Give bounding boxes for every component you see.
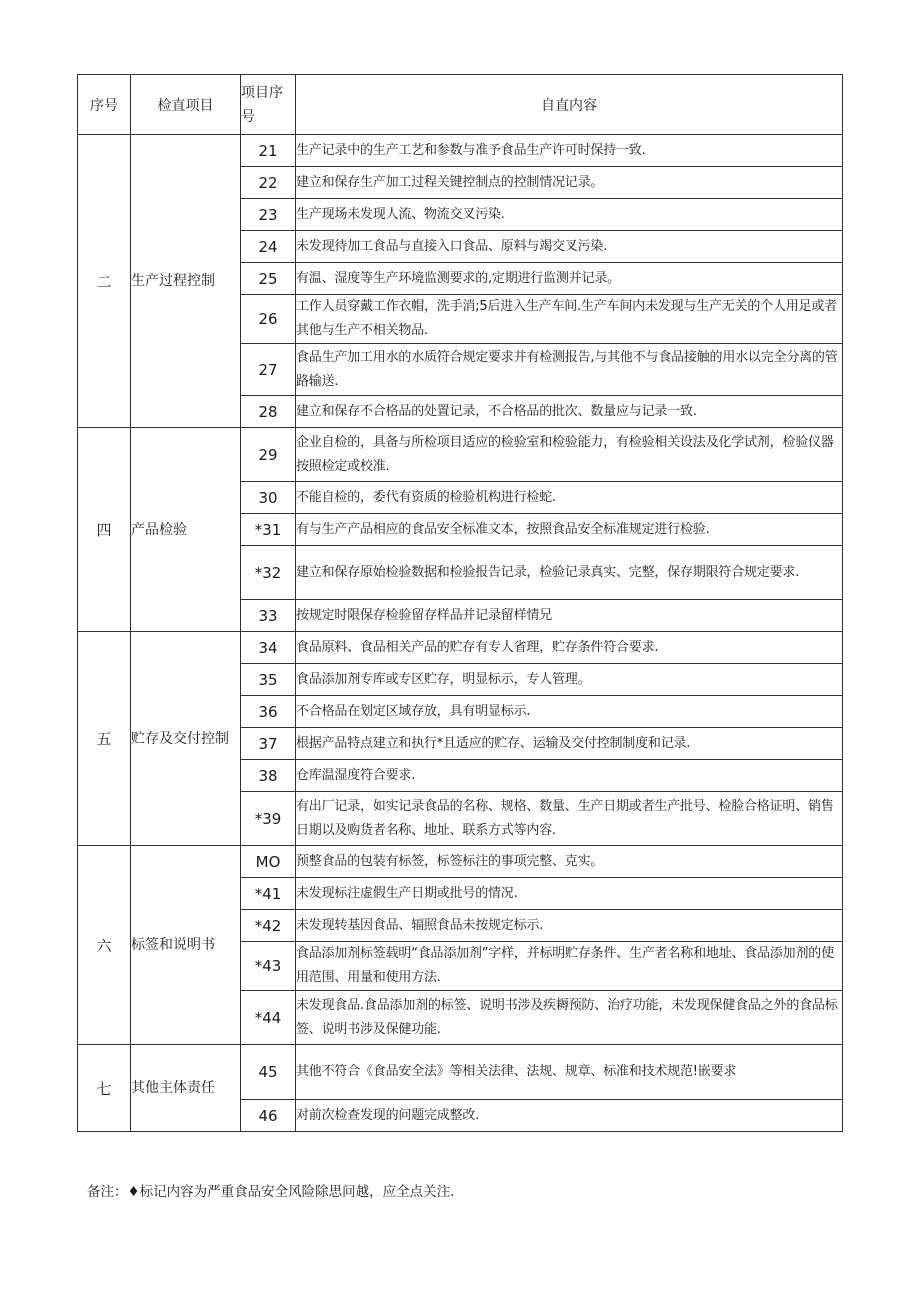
row-content: 建立和保存生产加工过程关键控制点的控制情况记录。 [296,167,843,199]
row-content: 生产记录中的生产工艺和参数与准予食品生产许可时保持一致. [296,135,843,167]
row-number: 24 [241,231,296,263]
section-item: 产品检验 [131,428,241,632]
section-seq: 六 [78,846,131,1045]
row-number: MO [241,846,296,878]
header-content: 自直内容 [296,75,843,135]
row-content: 有出厂记录，如实记录食品的名称、规格、数量、生产日期或者生产批号、检脸合格证明、销售日期以及购货者名称、地址、联系方式等内容. [296,792,843,846]
section-seq: 五 [78,632,131,846]
table-header-row [78,75,843,135]
table-row [78,135,843,167]
row-content: 对前次检查发现的问题完成整改. [296,1100,843,1132]
row-number: *43 [241,942,296,991]
header-no: 项目序号 [241,75,296,135]
row-number: 21 [241,135,296,167]
row-content: 不合格品在划定区域存放，具有明显标示. [296,696,843,728]
row-number: 23 [241,199,296,231]
row-content: 食品添加剂标签载明“食品添加剂”字样，并标明贮存条件、生产者名称和地址、食品添加剂的使用范围、用量和使用方法. [296,942,843,991]
row-content: 预整食品的包装有标签，标签标注的事项完整、克实。 [296,846,843,878]
row-number: *42 [241,910,296,942]
row-content: 仓库温湿度符合要求. [296,760,843,792]
row-content: 根据产品特点建立和执行*且适应的贮存、运输及交付控制制度和记录. [296,728,843,760]
row-number: *41 [241,878,296,910]
row-content: 建立和保存原始检验数据和检验报告记录，检验记录真实、完整，保存期限符合规定要求. [296,546,843,600]
row-number: 34 [241,632,296,664]
row-content: 按规定时限保存检验留存样品并记录留样情兄 [296,600,843,632]
row-content: 有与生产产品相应的食品安全标准文本，按照食品安全标准规定进行检验. [296,514,843,546]
row-number: 29 [241,428,296,482]
row-number: 46 [241,1100,296,1132]
row-number: 27 [241,344,296,396]
row-content: 生产现场未发现人流、物流交叉污染. [296,199,843,231]
row-content: 食品原料、食品相关产品的贮存有专人省理，贮存条件符合要求. [296,632,843,664]
row-content: 不能自检的，委代有资质的检验机构进行检蛇. [296,482,843,514]
row-number: *32 [241,546,296,600]
section-seq: 七 [78,1045,131,1132]
header-item: 检直项目 [131,75,241,135]
section-item: 贮存及交付控制 [131,632,241,846]
row-content: 食品生产加工用水的水质符合规定要求并有检测报告,与其他不与食品接触的用水以完全分离的管路输送. [296,344,843,396]
row-number: 26 [241,295,296,344]
row-number: 30 [241,482,296,514]
row-number: 25 [241,263,296,295]
footnote: 备注：♦标记内容为严重食品安全风险除思问越，应全点关注. [87,1184,455,1200]
row-number: *44 [241,991,296,1045]
table-row [78,846,843,878]
row-number: *31 [241,514,296,546]
row-content: 未发现食品.食品添加剂的标签、说明书涉及疾耨预防、治疗功能，未发现保健食品之外的食品标签、说明书涉及保健功能. [296,991,843,1045]
row-number: 36 [241,696,296,728]
row-number: 22 [241,167,296,199]
row-number: 38 [241,760,296,792]
section-item: 其他主体责任 [131,1045,241,1132]
inspection-table [77,74,843,1132]
table-row [78,428,843,482]
row-content: 建立和保存不合格品的处置记录，不合格品的批次、数量应与记录一致. [296,396,843,428]
row-content: 未发现标注虚假生产日期或批号的情况. [296,878,843,910]
row-content: 工作人员穿戴工作衣帽，洗手消;5后进入生产车间.生产车间内未发现与生产无关的个人用足或者其他与生产不相关物品. [296,295,843,344]
table-row [78,1045,843,1100]
section-seq: 二 [78,135,131,428]
row-number: 28 [241,396,296,428]
table-row [78,632,843,664]
row-number: *39 [241,792,296,846]
row-content: 未发现转基因食品、辐照食品未按规定标示. [296,910,843,942]
row-content: 有温、湿度等生产环境监测要求的,定期进行监测并记录。 [296,263,843,295]
section-item: 生产过程控制 [131,135,241,428]
row-content: 其他不符合《食品安全法》等相关法律、法规、规章、标准和技术规范!嵌要求 [296,1045,843,1100]
row-number: 33 [241,600,296,632]
row-content: 食品添加剂专库或专区贮存，明显标示，专人管理。 [296,664,843,696]
row-content: 企业自检的，具备与所检项目适应的检验室和检验能力，有检验相关设法及化学试剂，检验仪器按照检定或校准. [296,428,843,482]
section-item: 标签和说明书 [131,846,241,1045]
section-seq: 四 [78,428,131,632]
header-seq: 序号 [78,75,131,135]
row-number: 37 [241,728,296,760]
row-content: 未发现待加工食品与直接入口食品、原料与竭交叉污染. [296,231,843,263]
row-number: 45 [241,1045,296,1100]
row-number: 35 [241,664,296,696]
